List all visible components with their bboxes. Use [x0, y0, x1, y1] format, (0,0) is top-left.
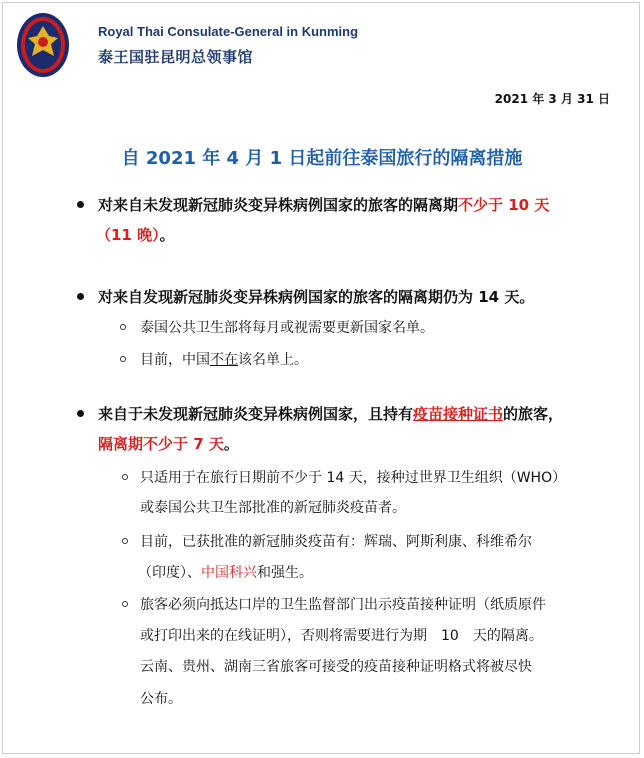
consulate-name-en: Royal Thai Consulate-General in Kunming	[98, 24, 359, 39]
item-2-sub-2: 目前，中国不在该名单上。	[140, 352, 308, 368]
bullet-icon	[77, 201, 84, 208]
item-3-sub-3-line-2: 或打印出来的在线证明），否则将需要进行为期 10 天的隔离。	[140, 628, 543, 644]
bullet-icon	[77, 293, 84, 300]
item-2-line-1: 对来自发现新冠肺炎变异株病例国家的旅客的隔离期仍为 14 天。	[98, 288, 535, 306]
document-title: 自 2021 年 4 月 1 日起前往泰国旅行的隔离措施	[121, 148, 523, 169]
consulate-emblem-icon	[16, 12, 70, 78]
item-3-sub-3-line-4: 公布。	[140, 691, 182, 707]
item-3-sub-3-line-3: 云南、贵州、湖南三省旅客可接受的疫苗接种证明格式将被尽快	[140, 659, 532, 675]
item-3-sub-2-line-1: 目前，已获批准的新冠肺炎疫苗有：辉瑞、阿斯利康、科维希尔	[140, 534, 532, 550]
bullet-icon	[77, 410, 84, 417]
consulate-name-zh: 泰王国驻昆明总领事馆	[98, 48, 254, 66]
sub-bullet-icon	[122, 538, 128, 544]
item-2-sub-1: 泰国公共卫生部将每月或视需要更新国家名单。	[140, 320, 434, 336]
item-3-line-1: 来自于未发现新冠肺炎变异株病例国家，且持有疫苗接种证书的旅客，	[98, 405, 564, 423]
item-3-sub-3-line-1: 旅客必须向抵达口岸的卫生监督部门出示疫苗接种证明（纸质原件	[140, 597, 546, 613]
item-3-sub-1-line-2: 或泰国公共卫生部批准的新冠肺炎疫苗者。	[140, 500, 406, 516]
item-3-sub-2-line-2: （印度）、中国科兴和强生。	[138, 565, 313, 581]
item-3-line-2: 隔离期不少于 7 天。	[98, 435, 239, 453]
sub-bullet-icon	[122, 474, 128, 480]
item-3-sub-1-line-1: 只适用于在旅行日期前不少于 14 天，接种过世界卫生组织（WHO）	[140, 470, 567, 486]
sub-bullet-icon	[122, 601, 128, 607]
item-1-line-1: 对来自未发现新冠肺炎变异株病例国家的旅客的隔离期不少于 10 天	[98, 196, 550, 214]
sub-bullet-icon	[120, 356, 126, 362]
item-1-line-2: （11 晚）。	[96, 226, 175, 244]
sub-bullet-icon	[120, 324, 126, 330]
document-date: 2021 年 3 月 31 日	[494, 92, 610, 106]
